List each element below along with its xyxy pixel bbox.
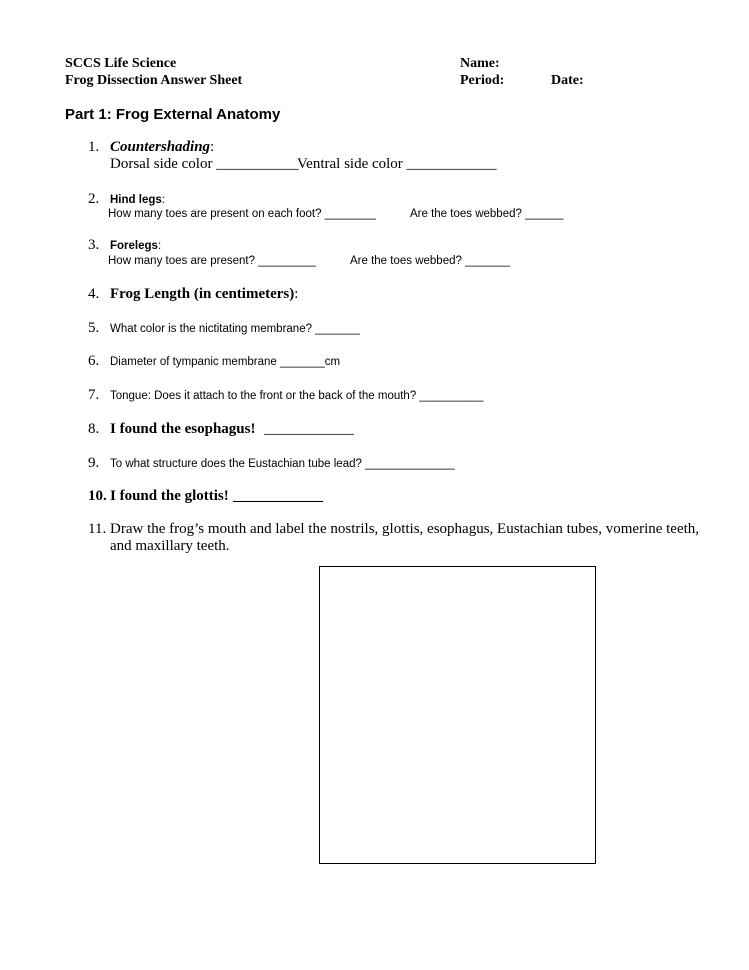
q4-number: 4. (88, 286, 100, 302)
name-label: Name: (460, 56, 500, 71)
q10-number: 10. (88, 488, 107, 504)
q3-webbed: Are the toes webbed? _______ (350, 255, 510, 267)
q4-text: Frog Length (in centimeters): (110, 286, 299, 302)
q5-number: 5. (88, 320, 100, 336)
sheet-title: Frog Dissection Answer Sheet (65, 73, 243, 88)
q6-number: 6. (88, 353, 100, 369)
q2-webbed: Are the toes webbed? ______ (410, 208, 564, 220)
course-name: SCCS Life Science (65, 56, 177, 71)
q1-ventral: Ventral side color ____________ (297, 156, 497, 172)
drawing-box[interactable] (319, 566, 596, 864)
q3-number: 3. (88, 237, 100, 253)
q1-dorsal: Dorsal side color ___________ (110, 156, 299, 172)
q10-text: I found the glottis! (110, 488, 229, 504)
q1-number: 1. (88, 139, 100, 155)
q3-toes: How many toes are present? _________ (108, 255, 316, 267)
q7-number: 7. (88, 387, 100, 403)
q2-label: Hind legs: (110, 194, 165, 206)
q11-number: 11. (88, 521, 107, 537)
q5-text: What color is the nictitating membrane? _______ (110, 323, 360, 335)
q8-text: I found the esophagus! (110, 421, 256, 437)
q2-toes: How many toes are present on each foot? ________ (108, 208, 376, 220)
q1-label: Countershading: (110, 139, 215, 155)
q11-line2: and maxillary teeth. (110, 538, 230, 554)
q9-number: 9. (88, 455, 100, 471)
q10-blank: ____________ (233, 488, 323, 504)
period-label: Period: (460, 73, 505, 88)
q3-label: Forelegs: (110, 240, 162, 252)
q2-number: 2. (88, 191, 100, 207)
q7-text: Tongue: Does it attach to the front or the back of the mouth? __________ (110, 390, 484, 402)
part1-heading: Part 1: Frog External Anatomy (65, 106, 281, 123)
date-label: Date: (551, 73, 584, 88)
q8-number: 8. (88, 421, 100, 437)
q6-text: Diameter of tympanic membrane _______cm (110, 356, 341, 368)
q11-line1: Draw the frog’s mouth and label the nostrils, glottis, esophagus, Eustachian tubes, vomerine teeth, (110, 521, 700, 537)
q9-text: To what structure does the Eustachian tube lead? ______________ (110, 458, 455, 470)
q8-blank: ____________ (264, 421, 354, 437)
